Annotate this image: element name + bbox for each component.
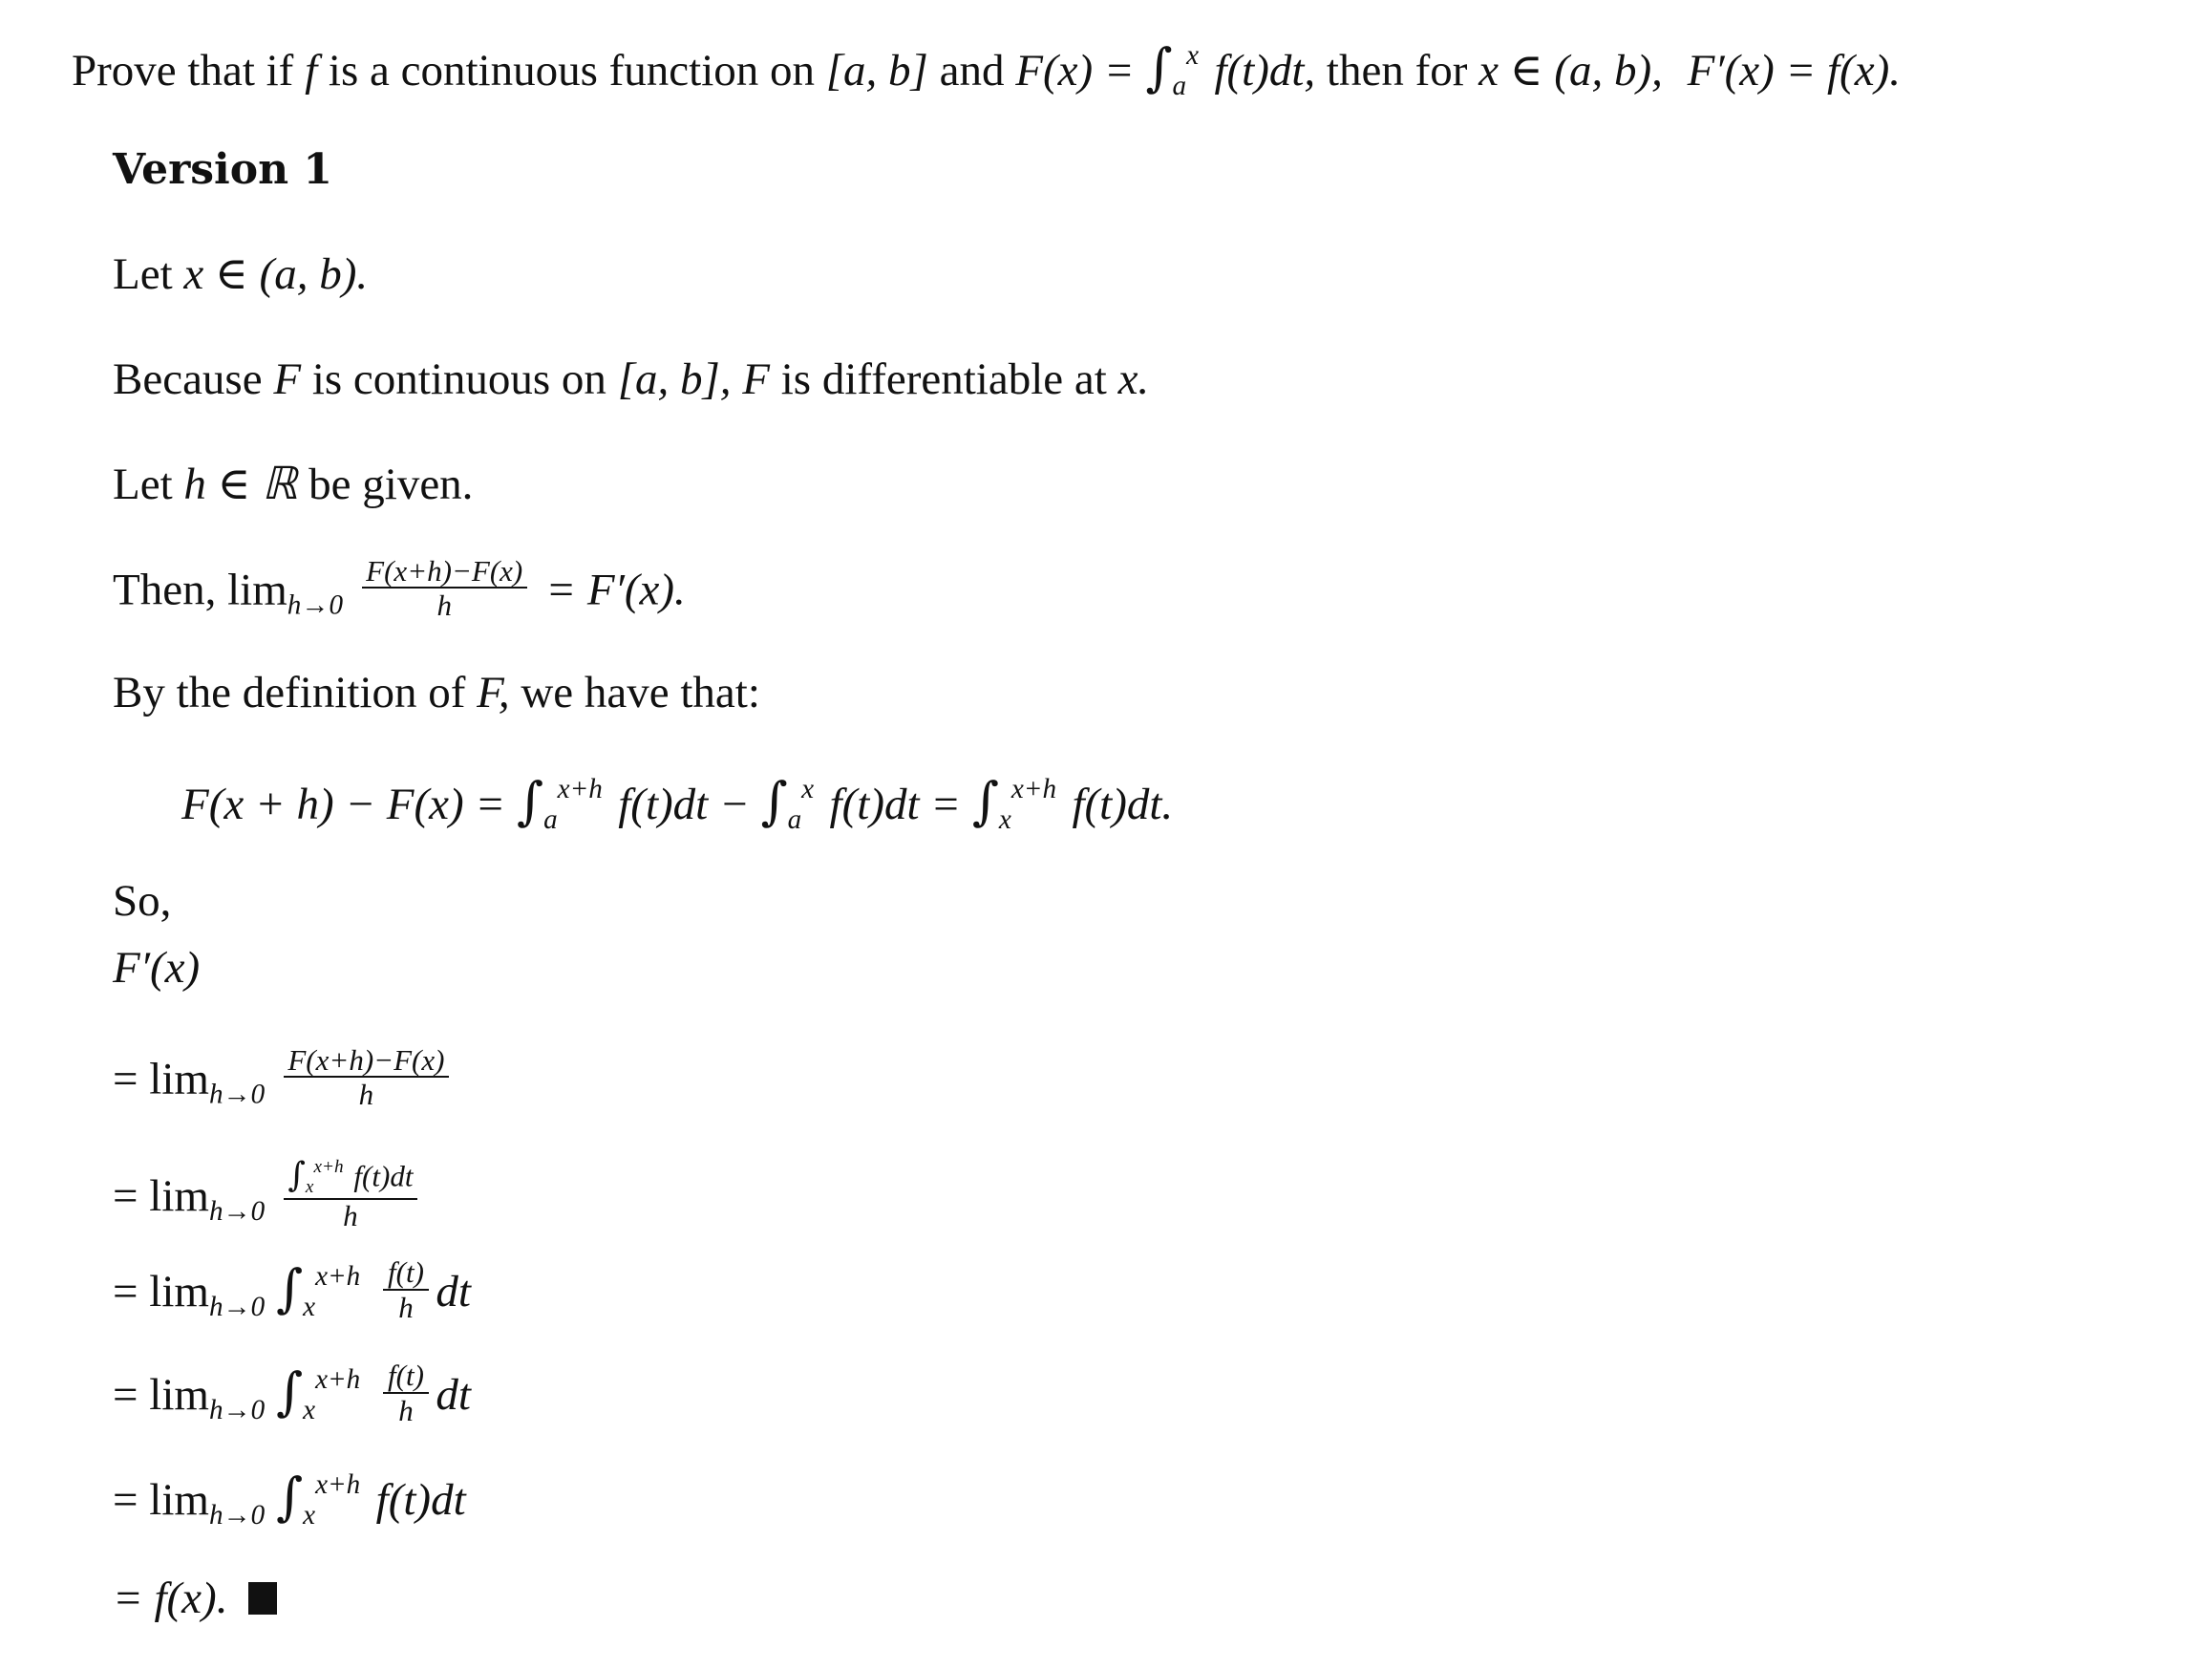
let-word: Let: [113, 249, 173, 299]
theorem-F-def: F(x) =: [1015, 46, 1135, 96]
dt: dt: [436, 1370, 471, 1420]
lim-operator: lim: [227, 565, 287, 615]
diff-int3-body: f(t)dt.: [1072, 780, 1174, 829]
step-by-definition: [113, 668, 760, 717]
integral-sign: $\int_x^{x+h}$: [275, 1467, 361, 1531]
step-fprime: F′(x): [113, 943, 201, 993]
final-equality: = f(x).: [113, 1574, 228, 1623]
integral-sign: $\int_x^{x+h}$: [971, 771, 1057, 836]
theorem-and: and: [939, 46, 1005, 96]
equals-sign: =: [113, 1267, 138, 1317]
integral-sign: $\int_x^{x+h}$: [275, 1361, 361, 1426]
theorem-f: f: [305, 46, 318, 96]
theorem-conclusion: F′(x) = f(x).: [1687, 46, 1901, 96]
let-h-math: h ∈ ℝ: [183, 460, 298, 509]
theorem-mid: is a continuous function on: [328, 46, 816, 96]
lim-operator: lim: [149, 1370, 209, 1420]
chain-final: [113, 1576, 277, 1621]
let-x-math: x ∈ (a, b).: [183, 249, 369, 299]
integral-sign: $\int_x^{x+h}$: [275, 1258, 361, 1323]
theorem-then: then for: [1326, 46, 1468, 96]
by-def-text: By the definition of: [113, 668, 466, 717]
difference-equation: [181, 771, 1174, 836]
step-let-x: [113, 249, 369, 299]
because-x: x.: [1117, 354, 1150, 404]
chain-row5-body: f(t)dt: [375, 1475, 466, 1525]
then-word: Then,: [113, 565, 217, 615]
lim-operator: lim: [149, 1267, 209, 1317]
step-then-limit: [113, 553, 686, 626]
lim-operator: lim: [149, 1475, 209, 1525]
step-let-h: [113, 462, 473, 507]
qed-square-icon: [248, 1582, 277, 1615]
because-text2: is differentiable at: [780, 354, 1107, 404]
diff-int1-body: f(t)dt −: [618, 780, 750, 829]
by-def-tail: we have that:: [521, 668, 760, 717]
let-h-text: be given.: [308, 460, 474, 509]
theorem-prefix: Prove that if: [72, 46, 294, 96]
equals-sign: =: [113, 1370, 138, 1420]
equals-sign: =: [113, 1171, 138, 1222]
chain-row2-fraction: $\frac{\int_x^{x+h} f(t)dt}{h}$: [284, 1158, 417, 1231]
theorem-statement: [72, 37, 1901, 102]
let-h-word: Let: [113, 460, 173, 509]
lim-operator: lim: [149, 1171, 209, 1222]
chain-row1-fraction: $\frac{F(x+h)-F(x)}{h}$: [284, 1045, 449, 1109]
by-def-F: F,: [477, 668, 510, 717]
lim-subscript: h→0: [208, 1196, 266, 1228]
lim-operator: lim: [149, 1054, 209, 1104]
step-so: So,: [113, 876, 172, 926]
lim-subscript: h→0: [287, 589, 344, 621]
version-heading: Version 1: [113, 145, 333, 194]
integral-sign: $\int_a^x$: [1145, 37, 1199, 102]
equals-sign: =: [113, 1054, 138, 1104]
equals-sign: =: [113, 1475, 138, 1525]
lim-subscript: h→0: [208, 1395, 266, 1426]
lim-subscript: h→0: [208, 1292, 266, 1323]
because-interval: [a, b],: [617, 354, 732, 404]
chain-row-1: [113, 1042, 457, 1115]
theorem-x-domain: x ∈ (a, b),: [1478, 46, 1663, 96]
because-F: F: [273, 354, 302, 404]
diff-int2-body: f(t)dt =: [829, 780, 961, 829]
theorem-interval: [a, b]: [825, 46, 928, 96]
lim-subscript: h→0: [208, 1500, 266, 1531]
theorem-integrand: f(t)dt,: [1214, 46, 1316, 96]
chain-row3-fraction: $\frac{f(t)}{h}$: [383, 1257, 428, 1321]
chain-row-5: [113, 1467, 466, 1531]
lim-subscript: h→0: [208, 1079, 266, 1110]
then-rhs: = F′(x).: [545, 565, 686, 615]
because-text: is continuous on: [311, 354, 606, 404]
integral-sign: $\int_x^{x+h}$: [287, 1155, 344, 1197]
diff-lhs: F(x + h) − F(x) =: [181, 780, 506, 829]
integral-sign: $\int_a^x$: [760, 771, 815, 836]
difference-quotient: $\frac{F(x+h)-F(x)}{h}$: [362, 556, 527, 620]
because-F2: F: [742, 354, 770, 404]
chain-row-2: [113, 1155, 425, 1236]
chain-row-3: [113, 1255, 471, 1328]
dt: dt: [436, 1267, 471, 1317]
chain-row-4: [113, 1359, 471, 1431]
because-word: Because: [113, 354, 263, 404]
integral-sign: $\int_a^{x+h}$: [516, 771, 603, 836]
chain-row4-fraction: $\frac{f(t)}{h}$: [383, 1360, 428, 1424]
step-because: [113, 354, 1150, 404]
